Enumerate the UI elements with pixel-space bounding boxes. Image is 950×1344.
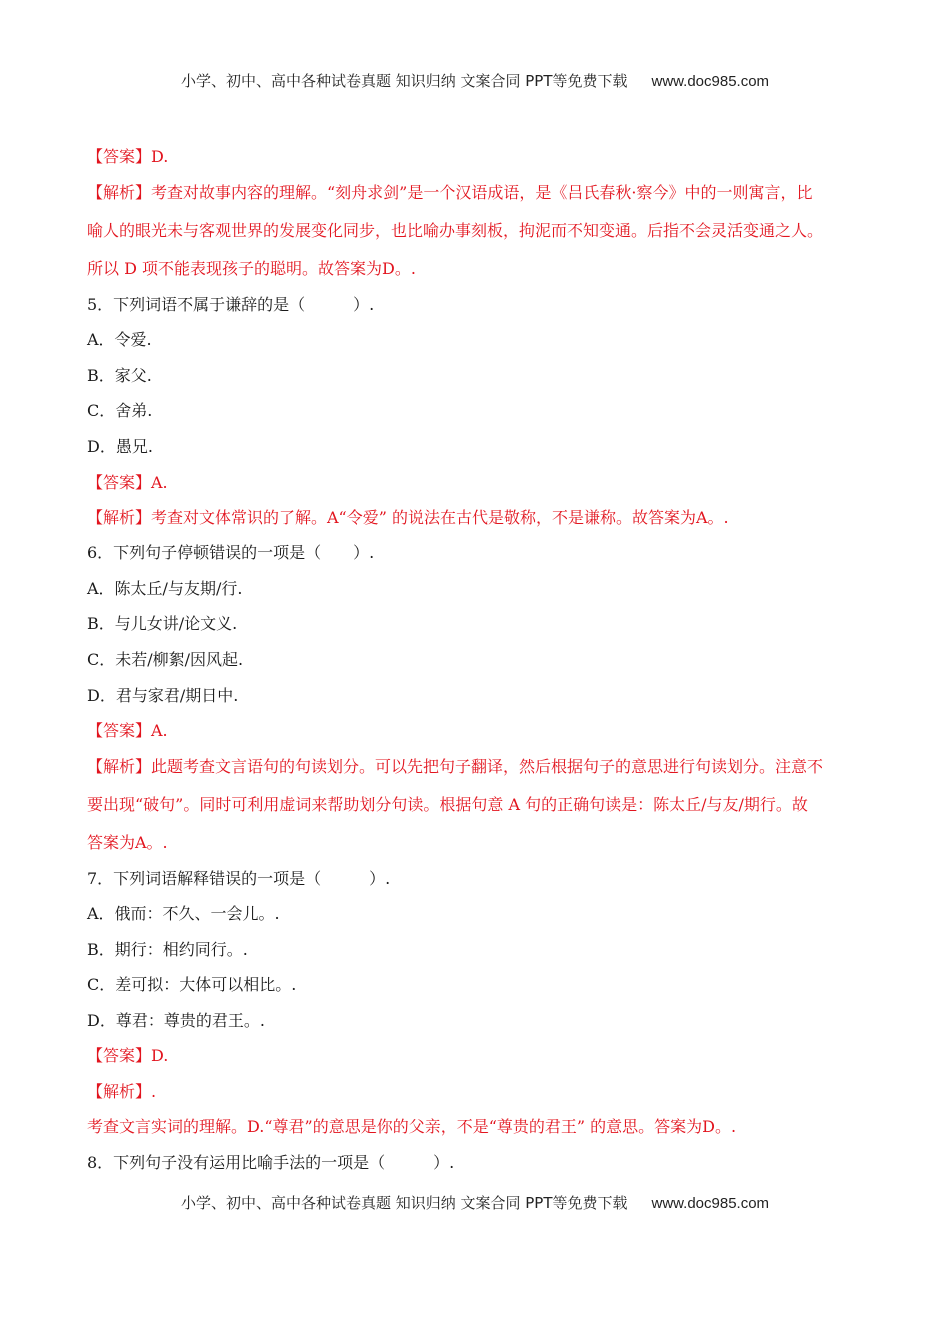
q6-analysis-line-1: 【解析】此题考查文言语句的句读划分。可以先把句子翻译，然后根据句子的意思进行句读划分。注意不: [87, 757, 824, 776]
q7-answer: 【答案】D.: [87, 1046, 169, 1065]
q6-stem: 6．下列句子停顿错误的一项是（ ）.: [87, 543, 375, 562]
q7-stem: 7．下列词语解释错误的一项是（ ）.: [87, 869, 391, 888]
header-text: 小学、初中、高中各种试卷真题 知识归纳 文案合同 PPT等免费下载: [180, 72, 628, 90]
q6-option-a: A．陈太丘/与友期/行.: [87, 579, 243, 598]
q6-analysis-line-3: 答案为A。.: [87, 833, 168, 852]
q4-analysis-line-2: 喻人的眼光未与客观世界的发展变化同步，也比喻办事刻板，拘泥而不知变通。后指不会灵活变通之人。: [87, 221, 824, 240]
q5-option-d: D．愚兄.: [87, 437, 153, 456]
q6-option-d: D．君与家君/期日中.: [87, 686, 239, 705]
q5-stem: 5．下列词语不属于谦辞的是（ ）.: [87, 295, 375, 314]
q7-analysis-heading: 【解析】.: [87, 1082, 157, 1101]
page-header: [0, 70, 950, 91]
q8-stem: 8．下列句子没有运用比喻手法的一项是（ ）.: [87, 1153, 455, 1172]
q4-answer: 【答案】D.: [87, 147, 169, 166]
q7-analysis-body: 考查文言实词的理解。D.“尊君”的意思是你的父亲，不是“尊贵的君王” 的意思。答案为D。.: [87, 1117, 737, 1136]
page-footer: [0, 1192, 950, 1213]
q7-option-d: D．尊君：尊贵的君王。.: [87, 1011, 265, 1030]
q5-answer: 【答案】A.: [87, 473, 168, 492]
q7-option-a: A．俄而：不久、一会儿。.: [87, 904, 280, 923]
header-site: www.doc985.com: [651, 73, 770, 90]
q5-option-c: C．舍弟.: [87, 401, 153, 420]
q6-option-c: C．未若/柳絮/因风起.: [87, 650, 244, 669]
q7-option-b: B．期行：相约同行。.: [87, 940, 248, 959]
q5-option-b: B．家父.: [87, 366, 152, 385]
q7-option-c: C．差可拟：大体可以相比。.: [87, 975, 297, 994]
q5-option-a: A．令爱.: [87, 330, 152, 349]
q6-answer: 【答案】A.: [87, 721, 168, 740]
q6-option-b: B．与儿女讲/论文义.: [87, 614, 238, 633]
q6-analysis-line-2: 要出现“破句”。同时可利用虚词来帮助划分句读。根据句意 A 句的正确句读是：陈太丘/与友/期行。故: [87, 795, 808, 814]
footer-text: 小学、初中、高中各种试卷真题 知识归纳 文案合同 PPT等免费下载: [180, 1194, 628, 1212]
q4-analysis-line-3: 所以 D 项不能表现孩子的聪明。故答案为D。.: [87, 259, 416, 278]
footer-site: www.doc985.com: [651, 1195, 770, 1212]
q5-analysis: 【解析】考查对文体常识的了解。A“令爱” 的说法在古代是敬称，不是谦称。故答案为A。.: [87, 508, 729, 527]
q4-analysis-line-1: 【解析】考查对故事内容的理解。“刻舟求剑”是一个汉语成语，是《吕氏春秋·察今》中的一则寓言，比: [87, 183, 813, 202]
